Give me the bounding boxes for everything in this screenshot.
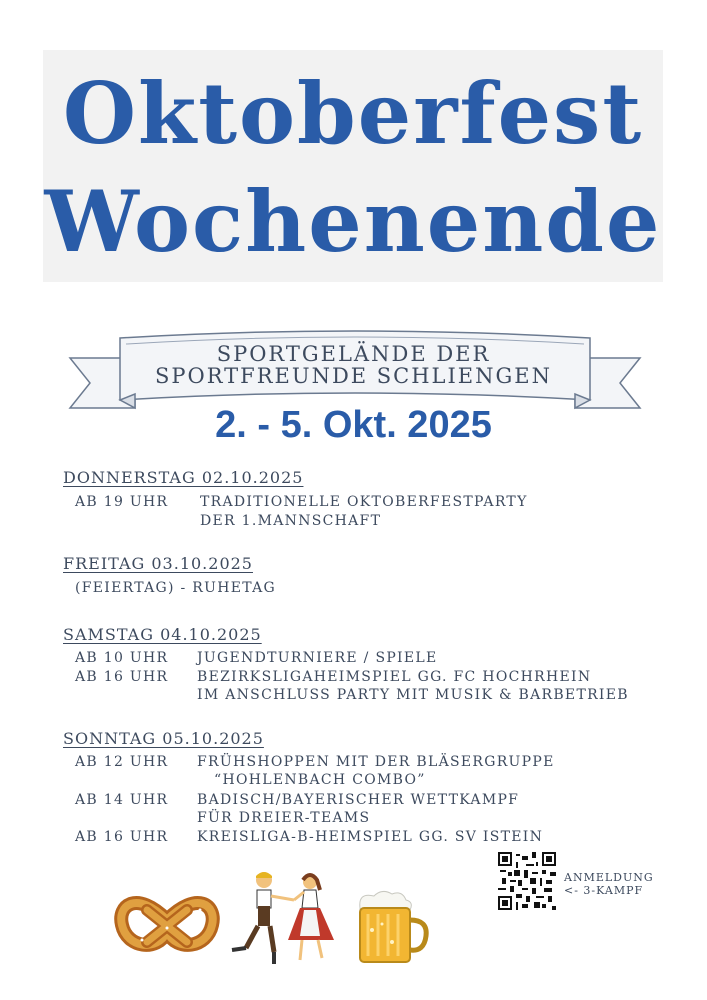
qr-code-icon[interactable] (498, 852, 556, 910)
entry-line: (FEIERTAG) - RUHETAG (75, 580, 277, 596)
title-line-1: Oktoberfest (62, 64, 644, 163)
entry-line: BADISCH/BAYERISCHER WETTKAMPF (197, 792, 520, 808)
pretzel-icon (112, 880, 222, 958)
entry-time: AB 12 UHR (75, 754, 169, 770)
day-heading-saturday: SAMSTAG 04.10.2025 (63, 625, 262, 644)
day-heading-sunday: SONNTAG 05.10.2025 (63, 729, 264, 748)
entry-time: AB 16 UHR (75, 669, 169, 685)
entry-line: TRADITIONELLE OKTOBERFESTPARTY (200, 494, 528, 510)
day-heading-friday: FREITAG 03.10.2025 (63, 554, 253, 573)
entry-line: BEZIRKSLIGAHEIMSPIEL GG. FC HOCHRHEIN (197, 669, 592, 685)
day-heading-thursday: DONNERSTAG 02.10.2025 (63, 468, 304, 487)
entry-line: FÜR DREIER-TEAMS (197, 810, 371, 826)
entry-time: AB 19 UHR (75, 494, 169, 510)
entry-time: AB 10 UHR (75, 650, 169, 666)
date-range: 2. - 5. Okt. 2025 (215, 404, 492, 446)
dancing-couple-icon (222, 868, 350, 968)
title-box (43, 50, 663, 282)
venue-line-1: SPORTGELÄNDE DER (216, 342, 491, 366)
entry-line: KREISLIGA-B-HEIMSPIEL GG. SV ISTEIN (197, 829, 544, 845)
entry-line: FRÜHSHOPPEN MIT DER BLÄSERGRUPPE (197, 754, 555, 770)
beer-mug-icon (352, 890, 432, 966)
entry-line: JUGENDTURNIERE / SPIELE (197, 650, 438, 666)
entry-time: AB 14 UHR (75, 792, 169, 808)
entry-time: AB 16 UHR (75, 829, 169, 845)
qr-label-1: ANMELDUNG (564, 871, 654, 884)
entry-line: IM ANSCHLUSS PARTY MIT MUSIK & BARBETRIEB (197, 687, 629, 703)
entry-line: “HOHLENBACH COMBO” (214, 772, 426, 788)
entry-line: DER 1.MANNSCHAFT (200, 513, 382, 529)
venue-line-2: SPORTFREUNDE SCHLIENGEN (154, 364, 552, 388)
title-line-2: Wochenende (44, 172, 662, 271)
qr-label-2: <- 3-KAMPF (564, 884, 644, 897)
